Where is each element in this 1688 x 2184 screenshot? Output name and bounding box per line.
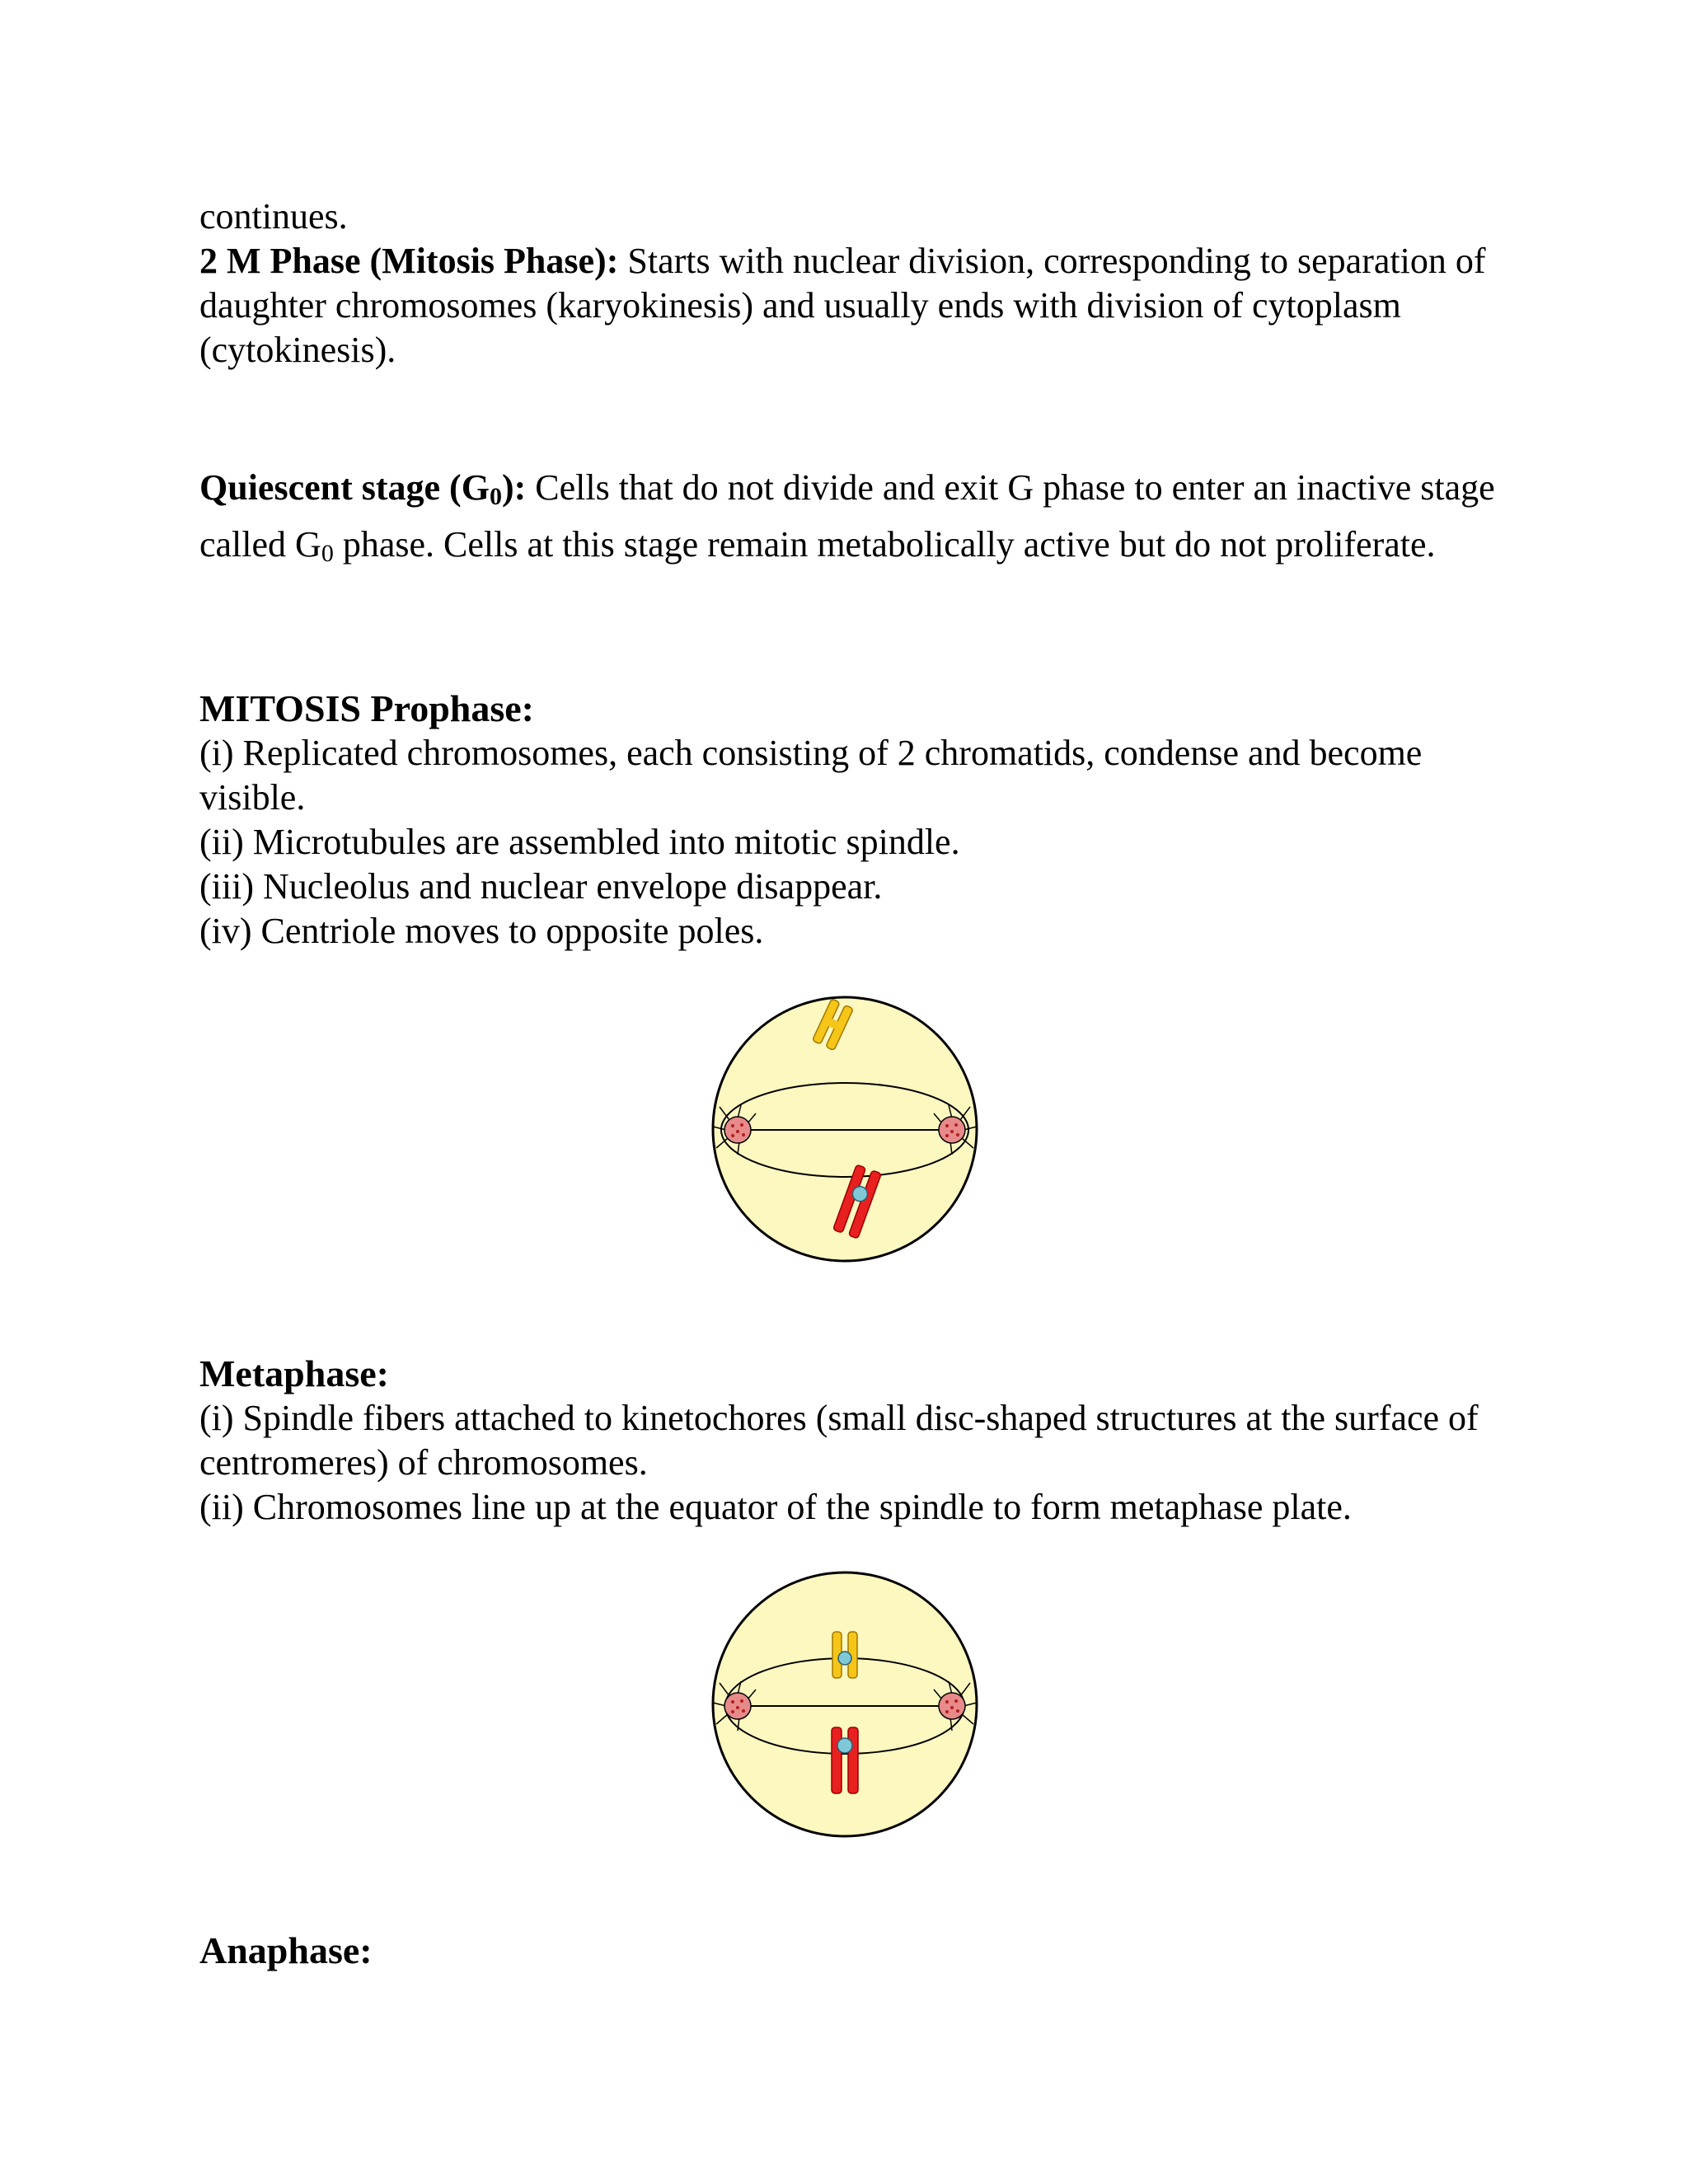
anaphase-heading: Anaphase: — [199, 1929, 373, 1971]
m-phase-paragraph — [199, 239, 1535, 373]
metaphase-block — [199, 1352, 1535, 1530]
quiescent-block — [199, 464, 1535, 578]
metaphase-cell-diagram — [705, 1564, 985, 1849]
continuation-text: continues. — [199, 196, 348, 237]
continuation-block — [199, 194, 1535, 373]
prophase-item-2: (ii) Microtubules are assembled into mitotic spindle. — [199, 822, 960, 862]
prophase-item-4: (iv) Centriole moves to opposite poles. — [199, 911, 764, 951]
metaphase-item-1: (i) Spindle fibers attached to kinetochores (small disc-shaped structures at the surface of centromeres) of chromosomes. — [199, 1398, 1479, 1483]
prophase-cell-diagram — [705, 987, 985, 1272]
metaphase-item-2: (ii) Chromosomes line up at the equator of the spindle to form metaphase plate. — [199, 1487, 1352, 1527]
m-phase-label: 2 M Phase (Mitosis Phase): — [199, 241, 619, 281]
cell-membrane — [713, 1572, 977, 1836]
quiescent-label: Quiescent stage $(G_0)$: — [199, 467, 527, 510]
quiescent-text-sub: 0 — [321, 540, 334, 567]
metaphase-heading: Metaphase: — [199, 1352, 389, 1394]
quiescent-text-b: phase. Cells at this stage remain metabolically active but do not proliferate. — [333, 524, 1436, 565]
quiescent-text-a: Cells that do not divide and exit G phase to enter an inactive stage called G — [199, 467, 1495, 565]
prophase-heading: MITOSIS Prophase: — [199, 687, 535, 729]
prophase-item-3: (iii) Nucleolus and nuclear envelope disappear. — [199, 866, 883, 907]
anaphase-block — [199, 1929, 1535, 1973]
prophase-block — [199, 687, 1535, 954]
quiescent-paragraph — [199, 464, 1535, 578]
m-phase-text: Starts with nuclear division, corresponding to separation of daughter chromosomes (karyokinesis) and usually ends with division of cytoplasm (cytokinesis). — [199, 241, 1486, 370]
prophase-item-1: (i) Replicated chromosomes, each consisting of 2 chromatids, condense and become visible. — [199, 733, 1423, 818]
